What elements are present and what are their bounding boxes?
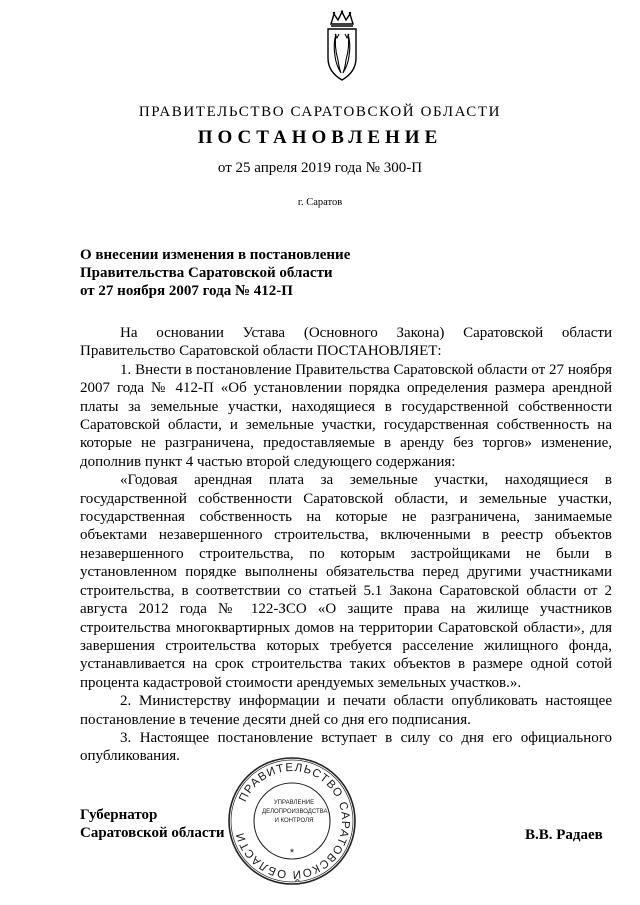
document-title-line: Правительства Саратовской области [80,265,333,281]
body-paragraph-quote: «Годовая арендная плата за земельные участки, находящиеся в государственной собственности Саратовской области, и земельные участки, государственная собственность на которые не разграничена, занимаемые объектами незавершенного строительства, включенными в реестр объектов незавершенного строительства, по которым застройщиками не были в установленном порядке выполнены обязательства перед другими участниками строительства, в соответствии со статьей 5.1 Закона Саратовской области от 2 августа 2012 года № 122-ЗСО «О защите права на жилище участников строительства многоквартирных домов на территории Саратовской области», для завершения строительства которых требуется расселение жилищного фонда, устанавливается на срок строительства таких объектов в размере одной сотой процента кадастровой стоимости арендуемых земельных участков.». [80,472,612,691]
signer-position [80,806,225,842]
signer-position-line: Губернатор [80,807,158,823]
document-type: ПОСТАНОВЛЕНИЕ [197,127,443,148]
document-title-line: от 27 ноября 2007 года № 412-П [80,283,293,299]
stamp-inner-line: ДЕЛОПРОИЗВОДСТВА [262,809,328,815]
document-date-number: от 25 апреля 2019 года № 300-П [217,160,423,176]
document-title-line: О внесении изменения в постановление [80,247,351,263]
body-paragraph-item-1: 1. Внести в постановление Правительства Саратовской области от 27 ноября 2007 года № 412-П «Об установлении порядка определения размера арендной платы за земельные участки, находящиеся в государственной собственности Саратовской области, и земельные участки, государственная собственность на которые не разграничена, предоставляемые в аренду без торгов» изменение, дополнив пункт 4 частью второй следующего содержания: [80,361,612,470]
stamp-inner-text [262,799,326,826]
stamp-ring-text: ПРАВИТЕЛЬСТВО САРАТОВСКОЙ ОБЛАСТИ [234,761,352,881]
document-body [80,324,612,766]
stamp-inner-line: И КОНТРОЛЯ [274,818,314,824]
document-city: г. Саратов [297,197,343,208]
body-paragraph-preamble: На основании Устава (Основного Закона) Саратовской области Правительство Саратовской области ПОСТАНОВЛЯЕТ: [80,325,612,360]
signer-position-line: Саратовской области [80,825,225,841]
signer-name: В.В. Радаев [525,827,603,843]
body-paragraph-item-2: 2. Министерству информации и печати области опубликовать настоящее постановление в течение десяти дней со дня его подписания. [80,693,612,728]
body-paragraph-item-3: 3. Настоящее постановление вступает в силу со дня его официального опубликования. [80,729,612,765]
saratov-coat-of-arms-icon [322,10,362,82]
document-title [80,246,350,300]
stamp-star: * [289,847,295,859]
stamp-inner-line: УПРАВЛЕНИЕ [273,800,315,806]
issuing-authority: ПРАВИТЕЛЬСТВО САРАТОВСКОЙ ОБЛАСТИ [138,104,502,120]
